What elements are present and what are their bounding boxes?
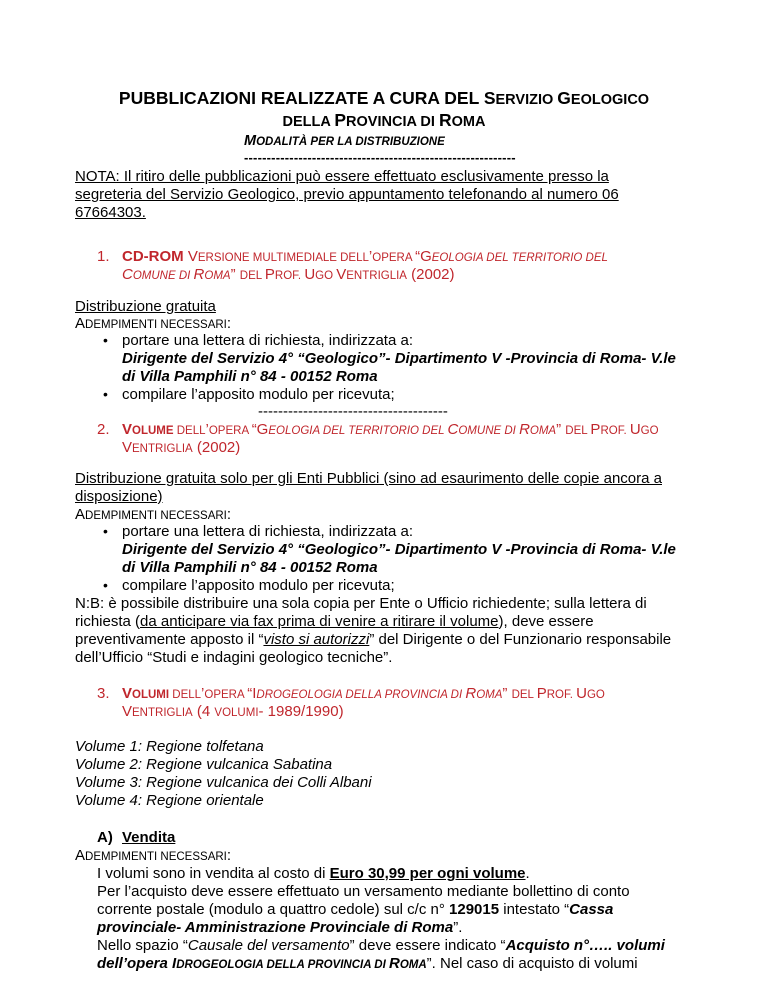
bullet-icon: • xyxy=(103,577,108,593)
section-a-adempimenti: ADEMPIMENTI NECESSARI: xyxy=(75,847,232,864)
nb-line-1: N:B: è possibile distribuire una sola copia per Ente o Ufficio richiedente; sulla lettera di xyxy=(75,595,647,612)
section-2-address-2: di Villa Pamphili n° 84 - 00152 Roma xyxy=(122,559,378,576)
section-1-bullet-2: compilare l’apposito modulo per ricevuta; xyxy=(122,386,395,403)
item-2-number: 2. xyxy=(97,421,110,438)
document-subtitle: MODALITÀ PER LA DISTRIBUZIONE xyxy=(244,133,445,149)
bullet-icon: • xyxy=(103,523,108,539)
section-a-paragraph-line-3: corrente postale (modulo a quattro cedole) sul c/c n° 129015 intestato “Cassa xyxy=(97,901,614,918)
section-2-adempimenti: ADEMPIMENTI NECESSARI: xyxy=(75,506,232,523)
item-2-title-line-1: VOLUME DELL’OPERA “GEOLOGIA DEL TERRITORIO DEL COMUNE DI ROMA” DEL PROF. UGO xyxy=(122,421,659,438)
item-1-number: 1. xyxy=(97,248,110,265)
volume-item: Volume 1: Regione tolfetana xyxy=(75,738,264,755)
section-2-bullet-1: portare una lettera di richiesta, indirizzata a: xyxy=(122,523,413,540)
section-1-adempimenti: ADEMPIMENTI NECESSARI: xyxy=(75,315,232,332)
section-2-address-1: Dirigente del Servizio 4° “Geologico”- Dipartimento V -Provincia di Roma- V.le xyxy=(122,541,676,558)
section-1-heading: Distribuzione gratuita xyxy=(75,298,216,315)
section-2-bullet-2: compilare l’apposito modulo per ricevuta; xyxy=(122,577,395,594)
document-title-line-1: PUBBLICAZIONI REALIZZATE A CURA DEL SERVIZIO GEOLOGICO xyxy=(118,88,650,108)
document-title-line-2: DELLA PROVINCIA DI ROMA xyxy=(282,110,486,130)
item-2-title-line-2: VENTRIGLIA (2002) xyxy=(122,439,241,456)
section-1-address-2: di Villa Pamphili n° 84 - 00152 Roma xyxy=(122,368,378,385)
item-3-title-line-1: VOLUMI DELL’OPERA “IDROGEOLOGIA DELLA PROVINCIA DI ROMA” DEL PROF. UGO xyxy=(122,685,605,702)
nb-line-4: dell’Ufficio “Studi e indagini geologico tecniche”. xyxy=(75,649,393,666)
nota-line-1: NOTA: Il ritiro delle pubblicazioni può essere effettuato esclusivamente presso la xyxy=(75,168,609,185)
section-1-divider: -------------------------------------- xyxy=(258,403,448,420)
divider-1: ------------------------------------------------------------ xyxy=(244,150,516,165)
section-2-heading-line-1: Distribuzione gratuita solo per gli Enti Pubblici (sino ad esaurimento delle copie ancora a xyxy=(75,470,662,487)
bullet-icon: • xyxy=(103,386,108,402)
section-1-bullet-1: portare una lettera di richiesta, indirizzata a: xyxy=(122,332,413,349)
section-a-paragraph-line-6: dell’opera IDROGEOLOGIA DELLA PROVINCIA DI ROMA”. Nel caso di acquisto di volumi xyxy=(97,955,638,972)
nota-line-3: 67664303. xyxy=(75,204,146,221)
section-a-paragraph-line-2: Per l’acquisto deve essere effettuato un versamento mediante bollettino di conto xyxy=(97,883,630,900)
bullet-icon: • xyxy=(103,332,108,348)
section-a-paragraph-line-1: I volumi sono in vendita al costo di Euro 30,99 per ogni volume. xyxy=(97,865,530,882)
nota-line-2: segreteria del Servizio Geologico, previo appuntamento telefonando al numero 06 xyxy=(75,186,619,203)
nb-line-2: richiesta (da anticipare via fax prima di venire a ritirare il volume), deve essere xyxy=(75,613,594,630)
item-3-number: 3. xyxy=(97,685,110,702)
section-a-label: A) xyxy=(97,829,113,846)
item-3-title-line-2: VENTRIGLIA (4 VOLUMI- 1989/1990) xyxy=(122,703,344,720)
section-a-paragraph-line-4: provinciale- Amministrazione Provinciale di Roma”. xyxy=(97,919,463,936)
section-a-heading: Vendita xyxy=(122,829,176,846)
volume-item: Volume 3: Regione vulcanica dei Colli Albani xyxy=(75,774,372,791)
item-1-title-line-1: CD-ROM VERSIONE MULTIMEDIALE DELL’OPERA “GEOLOGIA DEL TERRITORIO DEL xyxy=(122,248,608,265)
section-a-paragraph-line-5: Nello spazio “Causale del versamento” deve essere indicato “Acquisto n°….. volumi xyxy=(97,937,665,954)
volume-item: Volume 4: Regione orientale xyxy=(75,792,264,809)
nb-line-3: preventivamente apposto il “visto si autorizzi” del Dirigente o del Funzionario responsabile xyxy=(75,631,672,648)
section-1-address-1: Dirigente del Servizio 4° “Geologico”- Dipartimento V -Provincia di Roma- V.le xyxy=(122,350,676,367)
section-2-heading-line-2: disposizione) xyxy=(75,488,163,505)
item-1-title-line-2: COMUNE DI ROMA” DEL PROF. UGO VENTRIGLIA (2002) xyxy=(122,266,455,283)
volume-item: Volume 2: Regione vulcanica Sabatina xyxy=(75,756,333,773)
